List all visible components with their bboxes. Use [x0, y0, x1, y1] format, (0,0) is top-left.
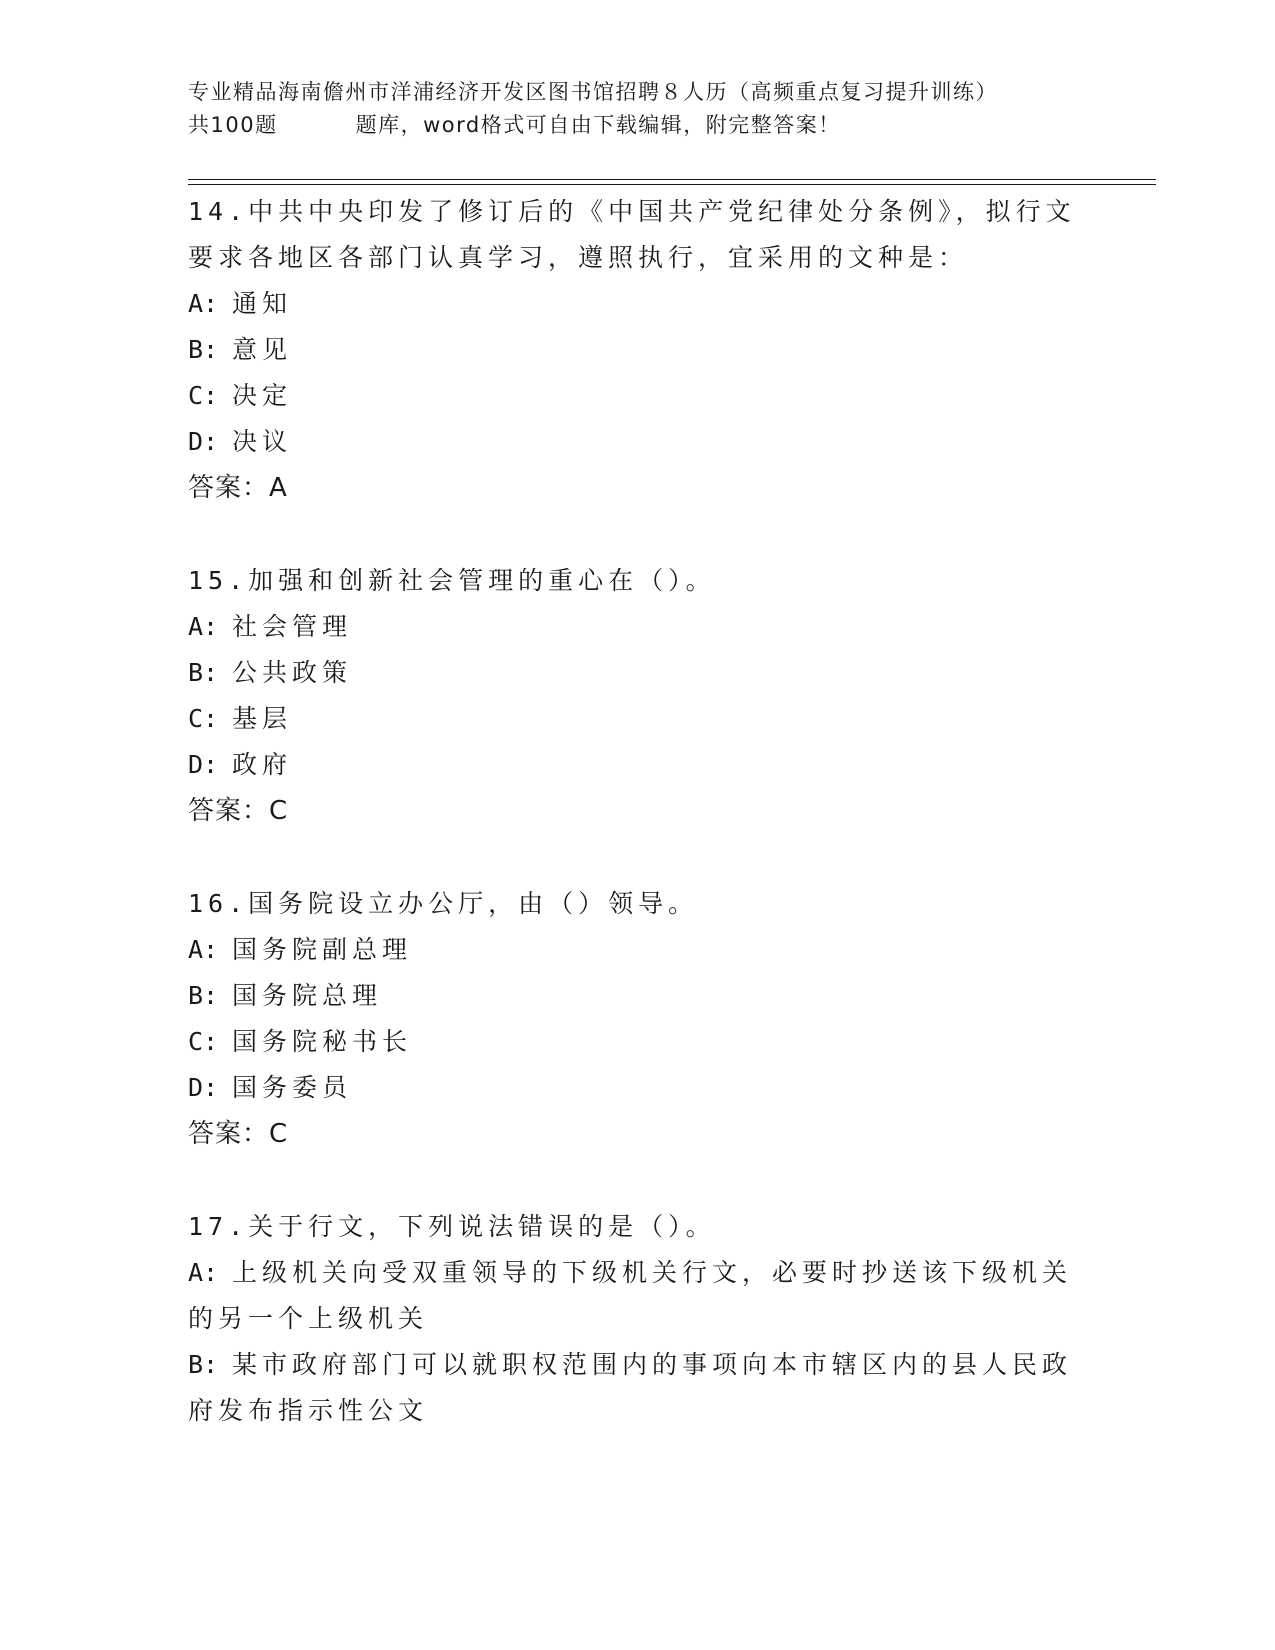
option-text: 公共政策 — [232, 658, 353, 687]
option-a — [188, 604, 1088, 650]
option-c — [188, 373, 1088, 419]
header-question-count: 共100题 — [188, 113, 278, 137]
answer-line: 答案：C — [188, 1119, 289, 1149]
option-label: D: — [188, 750, 219, 779]
option-c — [188, 1019, 1088, 1065]
header-description: 题库，word格式可自由下载编辑，附完整答案！ — [355, 113, 841, 137]
option-text: 国务委员 — [232, 1073, 353, 1102]
page-header — [188, 76, 1088, 142]
option-label: A: — [188, 612, 219, 641]
option-label: D: — [188, 427, 219, 456]
option-text: 政府 — [232, 750, 293, 779]
option-label: B: — [188, 981, 219, 1010]
option-label: C: — [188, 704, 219, 733]
option-label: D: — [188, 1073, 219, 1102]
question-16 — [188, 881, 1088, 1157]
option-label: A: — [188, 1258, 219, 1287]
option-b — [188, 973, 1088, 1019]
option-b — [188, 327, 1088, 373]
question-stem: 17.关于行文，下列说法错误的是（）。 — [188, 1212, 716, 1241]
option-text: 通知 — [232, 289, 293, 318]
option-a — [188, 1250, 1088, 1342]
option-c — [188, 696, 1088, 742]
option-label: C: — [188, 1027, 219, 1056]
option-text: 国务院副总理 — [232, 935, 413, 964]
option-b — [188, 650, 1088, 696]
option-a — [188, 281, 1088, 327]
question-list — [188, 189, 1088, 1481]
option-text: 国务院总理 — [232, 981, 383, 1010]
option-b — [188, 1342, 1088, 1434]
question-stem: 16.国务院设立办公厅，由（）领导。 — [188, 889, 699, 918]
option-text: 国务院秘书长 — [232, 1027, 413, 1056]
option-label: A: — [188, 935, 219, 964]
option-label: A: — [188, 289, 219, 318]
option-d — [188, 419, 1088, 465]
option-text: 上级机关向受双重领导的下级机关行文，必要时抄送该下级机关的另一个上级机关 — [188, 1258, 1073, 1333]
option-label: B: — [188, 335, 219, 364]
question-stem: 15.加强和创新社会管理的重心在（）。 — [188, 566, 716, 595]
question-17 — [188, 1204, 1088, 1434]
header-line-1: 专业精品海南儋州市洋浦经济开发区图书馆招聘８人历（高频重点复习提升训练） — [188, 80, 998, 104]
answer-line: 答案：C — [188, 796, 289, 826]
option-a — [188, 927, 1088, 973]
option-d — [188, 742, 1088, 788]
option-d — [188, 1065, 1088, 1111]
answer-line: 答案：A — [188, 473, 288, 503]
option-label: C: — [188, 381, 219, 410]
option-text: 社会管理 — [232, 612, 353, 641]
option-text: 意见 — [232, 335, 293, 364]
option-text: 决定 — [232, 381, 293, 410]
header-divider-bottom — [188, 184, 1156, 185]
header-line-2 — [188, 109, 1088, 142]
question-stem: 14.中共中央印发了修订后的《中国共产党纪律处分条例》，拟行文要求各地区各部门认真学习，遵照执行，宜采用的文种是： — [188, 197, 1076, 272]
option-text: 决议 — [232, 427, 293, 456]
question-15 — [188, 558, 1088, 834]
option-label: B: — [188, 1350, 219, 1379]
header-divider-top — [188, 179, 1156, 180]
option-label: B: — [188, 658, 219, 687]
option-text: 基层 — [232, 704, 293, 733]
question-14 — [188, 189, 1088, 511]
option-text: 某市政府部门可以就职权范围内的事项向本市辖区内的县人民政府发布指示性公文 — [188, 1350, 1073, 1425]
